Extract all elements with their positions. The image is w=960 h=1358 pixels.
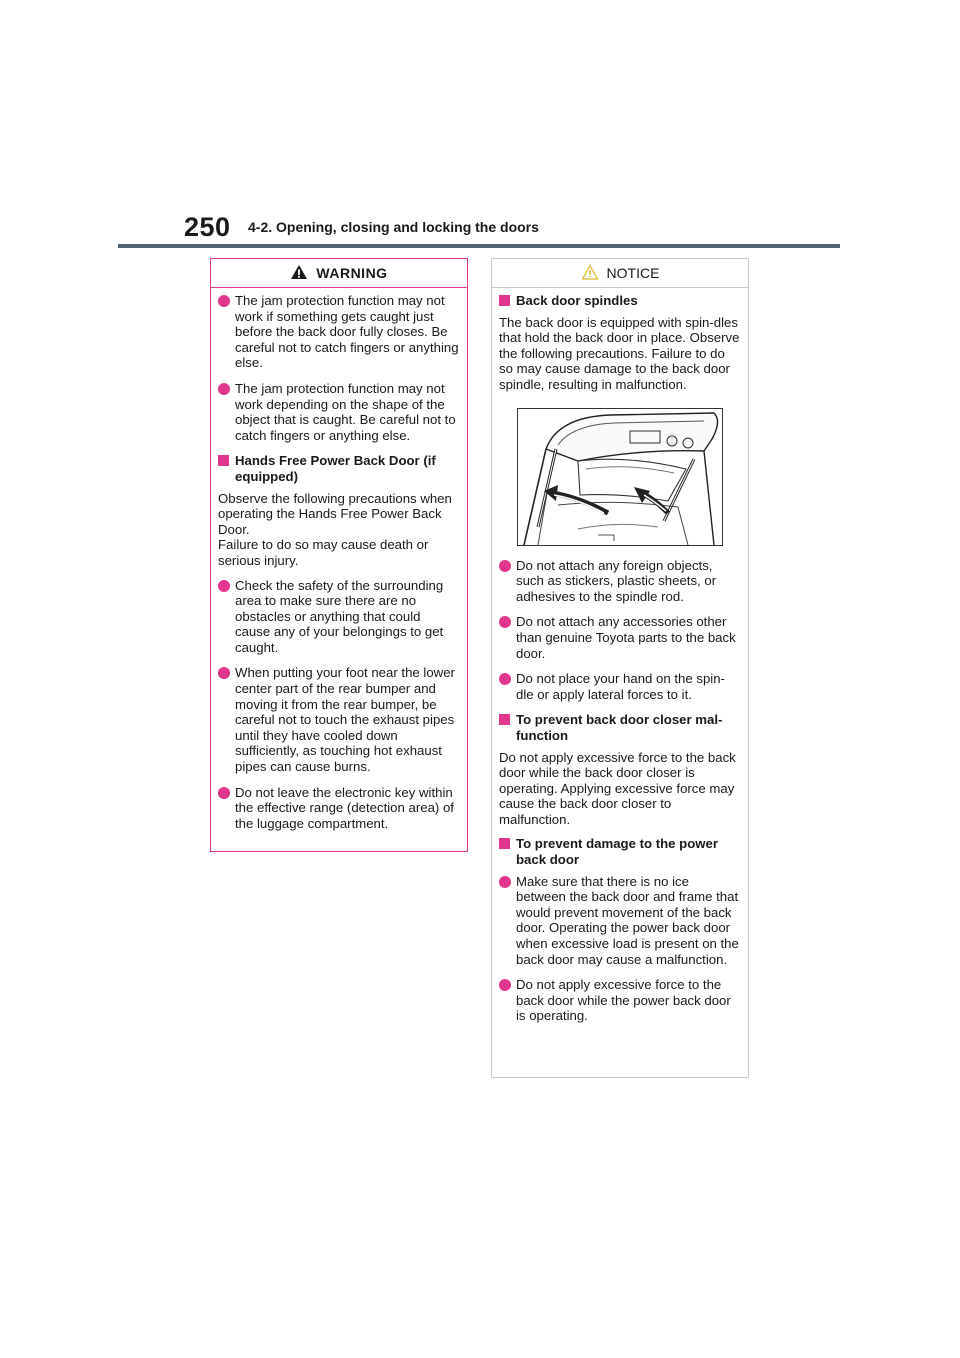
warning-title: WARNING	[316, 265, 388, 281]
list-item: Do not attach any accessories other than genuine Toyota parts to the back door.	[499, 614, 740, 661]
page-number: 250	[184, 212, 231, 242]
square-bullet-icon	[218, 455, 229, 466]
back-door-spindle-illustration	[517, 408, 723, 546]
list-item: When putting your foot near the lower center part of the rear bumper and moving it from the rear bumper, be careful not to touch the exhaust pipes until they have cooled down sufficiently, as touching hot exhaust pipes can cause burns.	[218, 665, 459, 774]
list-item: Do not leave the electronic key within the effective range (detection area) of the luggage compartment.	[218, 785, 459, 832]
section-intro: The back door is equipped with spin-dles that hold the back door in place. Observe the following precautions. Failure to do so may cause damage to the back door spindle, resulting in malfunction.	[499, 314, 740, 392]
bullet-dot-icon	[499, 979, 511, 991]
notice-box	[491, 258, 749, 1078]
square-bullet-icon	[499, 838, 510, 849]
notice-header	[492, 259, 748, 288]
list-item: Make sure that there is no ice between the back door and frame that would prevent movement of the back door. Operating the power back door when excessive load is present on the back door may cause a malfunction.	[499, 874, 740, 968]
bullet-dot-icon	[218, 787, 230, 799]
section-heading: Back door spindles	[499, 293, 740, 309]
bullet-dot-icon	[218, 295, 230, 307]
section-text: Do not apply excessive force to the back door while the back door closer is operating. Applying excessive force may cause the back door closer to malfunction.	[499, 749, 736, 827]
notice-title: NOTICE	[606, 265, 660, 281]
list-item: Do not attach any foreign objects, such as stickers, plastic sheets, or adhesives to the spindle rod.	[499, 558, 740, 605]
list-item: Do not place your hand on the spin-dle or apply lateral forces to it.	[499, 671, 740, 702]
section-heading: To prevent back door closer mal-function	[499, 712, 740, 743]
list-item: Do not apply excessive force to the back door while the power back door is operating.	[499, 977, 740, 1024]
bullet-dot-icon	[499, 560, 511, 572]
section-heading: Hands Free Power Back Door (if equipped)	[218, 453, 459, 484]
bullet-dot-icon	[218, 580, 230, 592]
square-bullet-icon	[499, 295, 510, 306]
section-title: 4-2. Opening, closing and locking the doors	[248, 219, 539, 235]
bullet-dot-icon	[218, 383, 230, 395]
list-item: The jam protection function may not work if something gets caught just before the back door fully closes. Be careful not to catch fingers or anything else.	[218, 293, 459, 371]
section-heading: To prevent damage to the power back door	[499, 836, 740, 867]
bullet-dot-icon	[218, 667, 230, 679]
list-item: Check the safety of the surrounding area to make sure there are no obstacles or anything that could cause any of your belongings to get caught.	[218, 578, 459, 656]
section-intro: Failure to do so may cause death or serious injury.	[218, 537, 429, 568]
square-bullet-icon	[499, 714, 510, 725]
notice-triangle-icon	[581, 264, 599, 283]
section-intro: Observe the following precautions when operating the Hands Free Power Back Door.	[218, 490, 452, 537]
list-item: The jam protection function may not work depending on the shape of the object that is caught. Be careful not to catch fingers or anything else.	[218, 381, 459, 443]
bullet-dot-icon	[499, 616, 511, 628]
warning-header	[211, 259, 467, 288]
warning-box	[210, 258, 468, 852]
bullet-dot-icon	[499, 876, 511, 888]
bullet-dot-icon	[499, 673, 511, 685]
header-rule	[118, 244, 840, 248]
warning-triangle-icon	[290, 264, 308, 283]
